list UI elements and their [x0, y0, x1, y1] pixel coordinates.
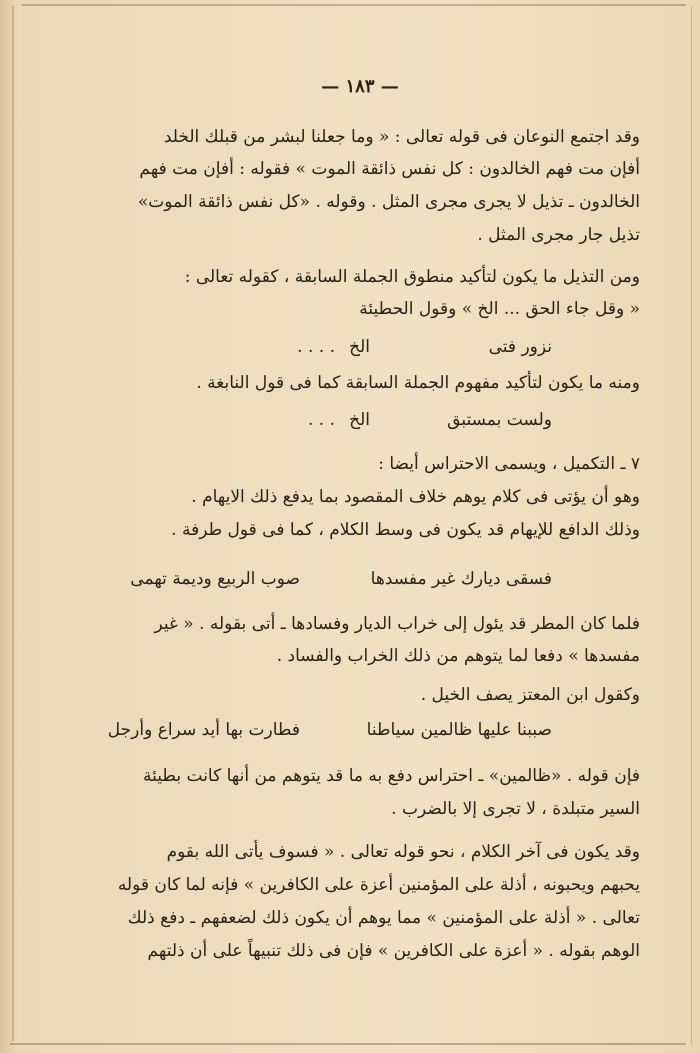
- body-line: وقد يكون فى آخر الكلام ، نحو قوله تعالى . « فسوف يأتى الله بقوم: [166, 842, 640, 862]
- page-left-edge: [12, 6, 14, 1041]
- verse-tarafa-second: صوب الربيع وديمة تهمى: [130, 569, 300, 589]
- verse-hutaya-dots: . . . .: [297, 337, 335, 357]
- verse-hutaya-start: نزور فتى: [488, 337, 552, 357]
- verse-nabigha-dots: . . .: [307, 410, 335, 430]
- verse-ibn-mutazz-first: صببنا عليها ظالمين سياطنا: [366, 720, 552, 740]
- verse-ibn-mutazz-second: فطارت بها أيد سراع وأرجل: [107, 720, 300, 740]
- page-number: — ١٨٣ —: [321, 76, 399, 97]
- body-line: ومنه ما يكون لتأكيد مفهوم الجملة السابقة كما فى قول النابغة .: [196, 373, 640, 393]
- verse-nabigha-end: الخ: [349, 410, 370, 430]
- body-line: مفسدها » دفعا لما يتوهم من ذلك الخراب والفساد .: [276, 646, 640, 666]
- verse-hutaya-end: الخ: [349, 337, 370, 357]
- body-line: يحبهم ويحبونه ، أذلة على المؤمنين أعزة على الكافرين » فإنه لما كان قوله: [117, 875, 640, 895]
- body-line: وهو أن يؤتى فى كلام يوهم خلاف المقصود بما يدفع ذلك الايهام .: [191, 487, 640, 507]
- body-line: الخالدون ـ تذيل لا يجرى مجرى المثل . وقوله . «كل نفس ذائقة الموت»: [137, 192, 640, 212]
- body-line: تعالى . « أذلة على المؤمنين » مما يوهم أن يكون ذلك لضعفهم ـ دفع ذلك: [127, 908, 640, 928]
- body-line: أفإن مت فهم الخالدون : كل نفس ذائقة الموت » فقوله : أفإن مت فهم: [139, 159, 640, 179]
- verse-tarafa-first: فسقى ديارك غير مفسدها: [370, 569, 552, 589]
- page-top-edge: [22, 4, 686, 6]
- section-heading: ٧ ـ التكميل ، ويسمى الاحتراس أيضا :: [378, 454, 640, 474]
- body-line: فإن قوله . «ظالمين» ـ احتراس دفع به ما قد يتوهم من أنها كانت بطيئة: [143, 766, 640, 786]
- verse-nabigha-start: ولست بمستبق: [447, 410, 552, 430]
- body-line: فلما كان المطر قد يئول إلى خراب الديار وفسادها ـ أتى بقوله . « غير: [154, 614, 640, 634]
- body-line: تذيل جار مجرى المثل .: [477, 225, 640, 245]
- body-line: الوهم بقوله . « أعزة على الكافرين » فإن فى ذلك تنبيهاً على أن ذلتهم: [147, 941, 640, 961]
- page-bottom-edge: [10, 1043, 686, 1045]
- body-line: وذلك الدافع للإيهام قد يكون فى وسط الكلام ، كما فى قول طرفة .: [171, 520, 640, 540]
- body-line: وكقول ابن المعتز يصف الخيل .: [420, 685, 640, 705]
- body-line: السير متبلدة ، لا تجرى إلا بالضرب .: [391, 799, 640, 819]
- body-line: وقد اجتمع النوعان فى قوله تعالى : « وما جعلنا لبشر من قبلك الخلد: [163, 127, 640, 147]
- body-line: ومن التذيل ما يكون لتأكيد منطوق الجملة السابقة ، كقوله تعالى :: [184, 267, 640, 287]
- body-line: « وقل جاء الحق ... الخ » وقول الحطيئة: [359, 299, 640, 319]
- page-right-edge: [691, 6, 692, 1045]
